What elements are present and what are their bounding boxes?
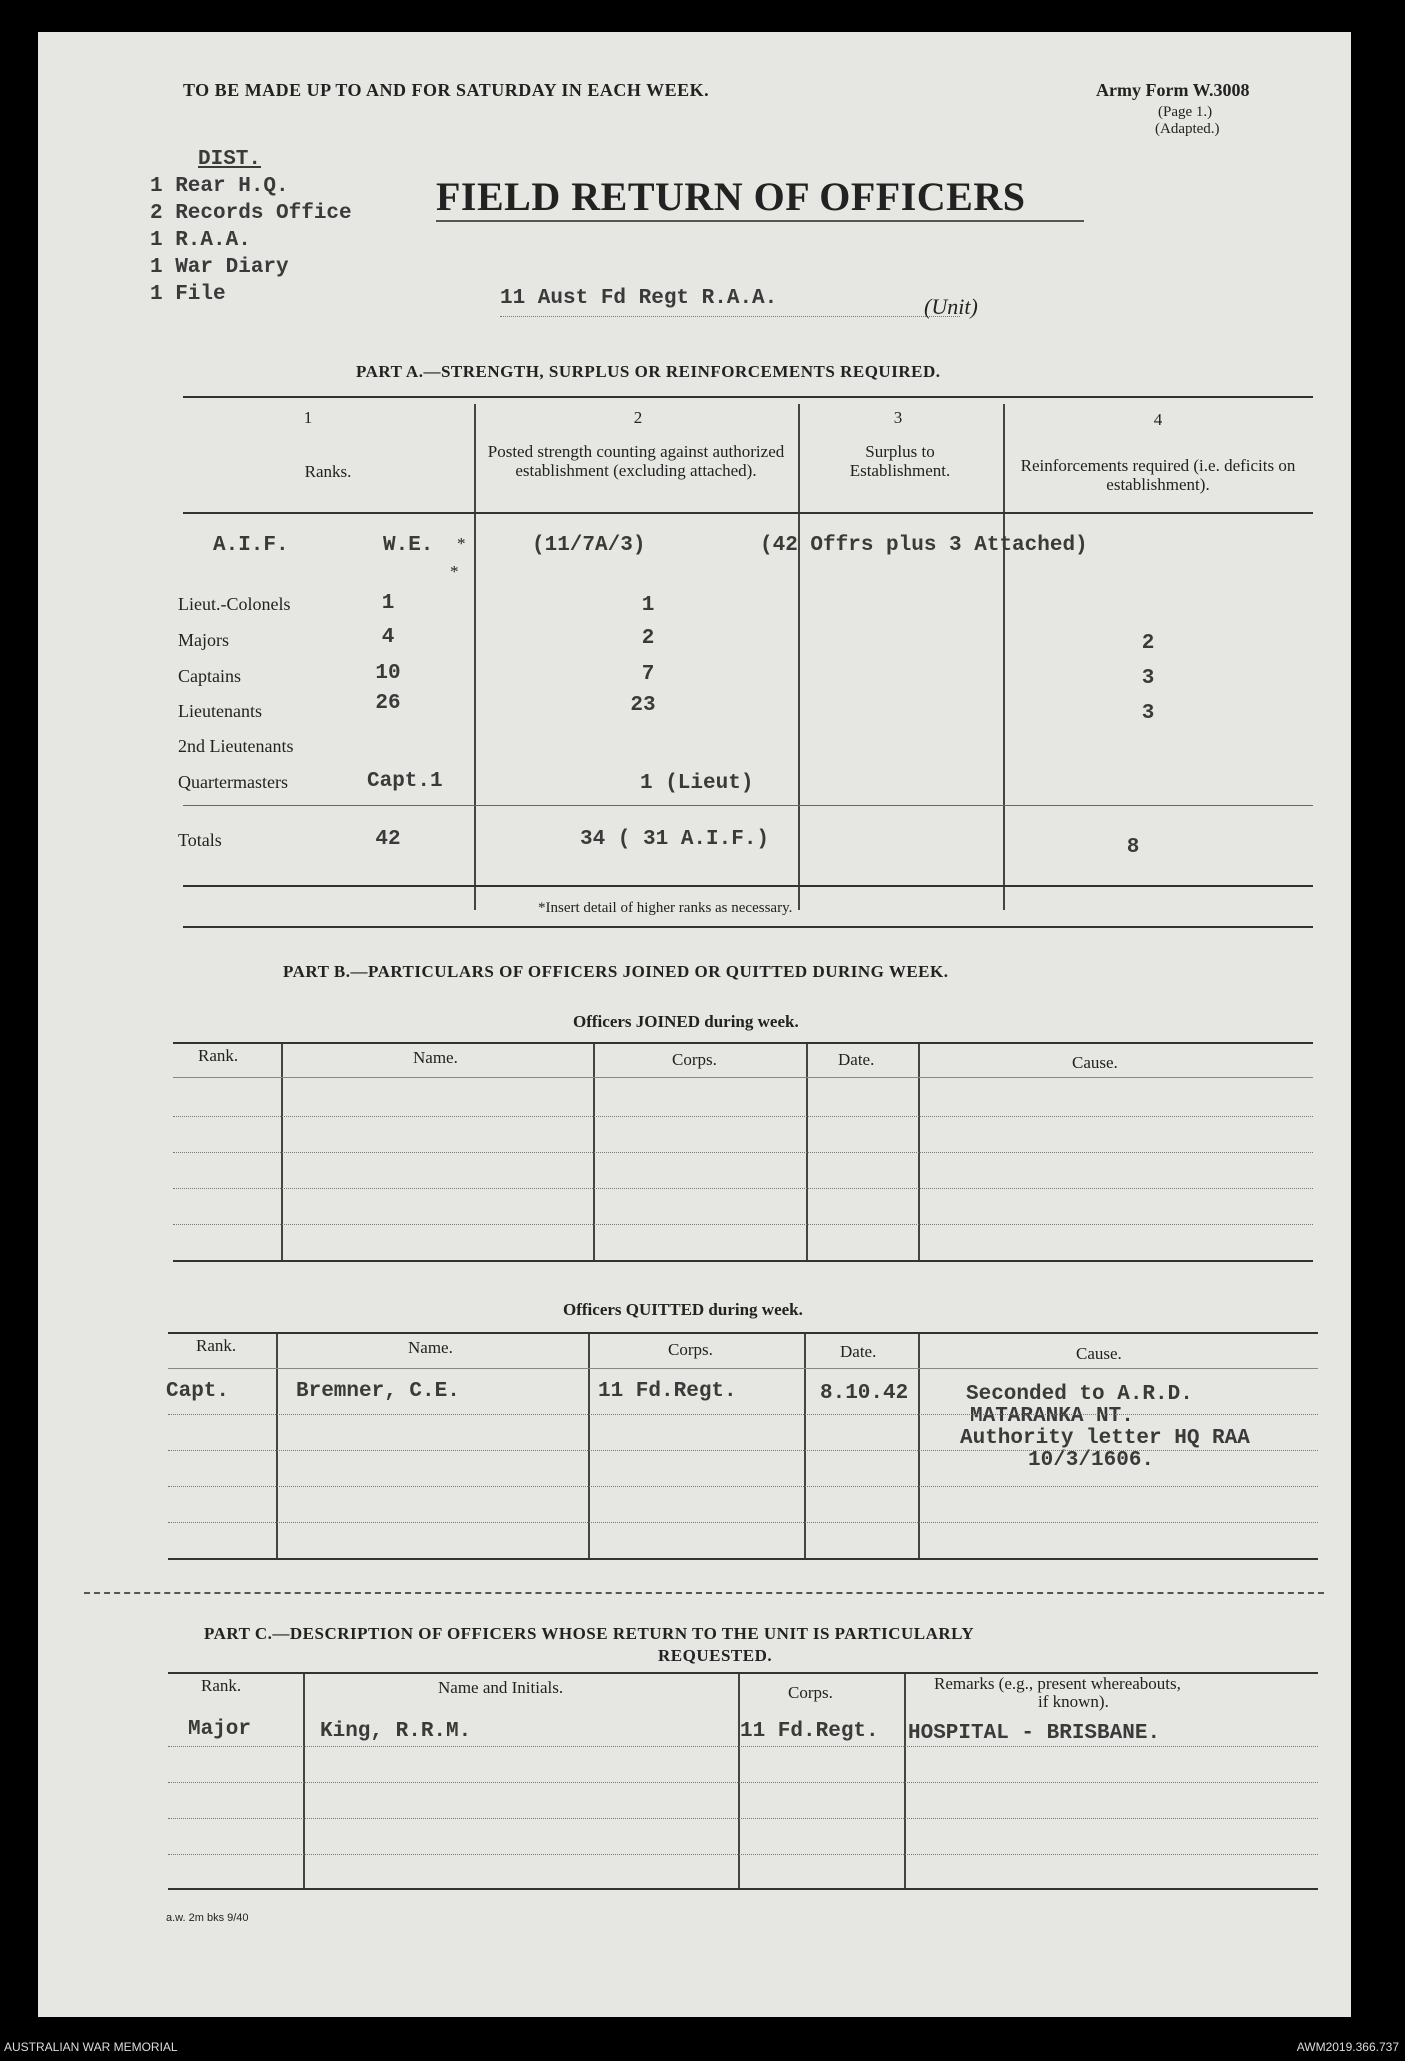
we-label: W.E. (383, 534, 434, 557)
establishment-note: (42 Offrs plus 3 Attached) (760, 534, 1088, 557)
part-c-col-divider (904, 1674, 906, 1888)
part-b-title: PART B.—PARTICULARS OF OFFICERS JOINED OR QUITTED DURING WEEK. (283, 962, 949, 981)
quitted-col-name: Name. (408, 1338, 453, 1357)
posted-value: 1 (Lieut) (640, 772, 754, 795)
part-a-title: PART A.—STRENGTH, SURPLUS OR REINFORCEMENTS REQUIRED. (356, 362, 941, 381)
quitted-cause (960, 1383, 1250, 1472)
quitted-row-line (168, 1522, 1318, 1523)
page-title: FIELD RETURN OF OFFICERS (436, 174, 1026, 219)
rank-label: Majors (178, 630, 229, 650)
joined-header-rule (173, 1077, 1313, 1078)
quitted-row-line (168, 1486, 1318, 1487)
quitted-bottom-rule (168, 1558, 1318, 1560)
quitted-title: Officers QUITTED during week. (563, 1300, 803, 1319)
part-c-col-name: Name and Initials. (438, 1678, 564, 1697)
joined-bottom-rule (173, 1260, 1313, 1262)
distribution-item: 2 Records Office (150, 202, 352, 225)
joined-row-line (173, 1152, 1313, 1153)
est-value: 4 (381, 626, 395, 649)
cause-line: Seconded to A.R.D. (966, 1383, 1193, 1406)
part-c-name: King, R.R.M. (320, 1720, 472, 1743)
part-a-bottom-rule (183, 885, 1313, 887)
quitted-date: 8.10.42 (820, 1382, 909, 1405)
part-c-col-rank: Rank. (201, 1676, 242, 1695)
rank-label: Lieutenants (178, 701, 262, 721)
posted-value: 1 (641, 594, 655, 617)
posted-value: 2 (641, 627, 655, 650)
part-c-bottom-rule (168, 1888, 1318, 1890)
page-number: (Page 1.) (1158, 104, 1213, 120)
archive-credit: AUSTRALIAN WAR MEMORIAL (4, 2040, 178, 2054)
part-c-title: PART C.—DESCRIPTION OF OFFICERS WHOSE RETURN TO THE UNIT IS PARTICULARLY (204, 1624, 975, 1643)
totals-rule (183, 805, 1313, 806)
joined-row-line (173, 1116, 1313, 1117)
est-value: 1 (381, 592, 395, 615)
title-underline (436, 220, 1084, 222)
reinf-value: 3 (1141, 667, 1155, 690)
distribution-label: DIST. (198, 148, 262, 171)
distribution-item: 1 File (150, 283, 226, 306)
col-number-3: 3 (893, 408, 903, 427)
est-value: Capt.1 (367, 770, 443, 793)
quitted-col-date: Date. (840, 1342, 877, 1361)
unit-label: (Unit) (924, 294, 978, 319)
joined-col-rank: Rank. (198, 1046, 239, 1065)
part-c-row-line (168, 1782, 1318, 1783)
adapted-label: (Adapted.) (1155, 121, 1220, 137)
part-c-title-cont: REQUESTED. (658, 1646, 773, 1665)
totals-label: Totals (178, 830, 222, 850)
quitted-corps: 11 Fd.Regt. (598, 1380, 737, 1403)
col-divider-3 (1003, 404, 1005, 910)
part-c-rank: Major (188, 1718, 252, 1741)
col-number-1: 1 (303, 408, 313, 427)
distribution-item: 1 R.A.A. (150, 229, 251, 252)
part-c-col-corps: Corps. (788, 1683, 833, 1702)
joined-row-line (173, 1224, 1313, 1225)
totals-est: 42 (375, 828, 401, 851)
joined-row-line (173, 1188, 1313, 1189)
we-footnote-mark: * (457, 534, 466, 553)
est-value: 26 (375, 692, 401, 715)
part-c-col-remarks: Remarks (e.g., present whereabouts, (934, 1674, 1181, 1693)
quitted-rank: Capt. (166, 1380, 230, 1403)
distribution-item: 1 War Diary (150, 256, 289, 279)
col-header-surplus: Surplus to Establishment. (849, 442, 951, 480)
quitted-top-rule (168, 1332, 1318, 1334)
cause-line: Authority letter HQ RAA (960, 1427, 1250, 1450)
col-number-4: 4 (1153, 410, 1163, 429)
higher-ranks-footnote-mark: * (450, 562, 459, 581)
part-a-footnote: *Insert detail of higher ranks as necessary. (538, 900, 793, 916)
part-c-row-line (168, 1746, 1318, 1747)
rank-label: Lieut.-Colonels (178, 594, 291, 614)
unit-dotted-line (500, 316, 960, 317)
totals-reinf: 8 (1126, 836, 1140, 859)
archive-accession-number: AWM2019.366.737 (1296, 2040, 1399, 2054)
quitted-name: Bremner, C.E. (296, 1380, 460, 1403)
est-value: 10 (375, 662, 401, 685)
part-c-remarks: HOSPITAL - BRISBANE. (908, 1722, 1161, 1745)
aif-label: A.I.F. (213, 534, 289, 557)
reinf-value: 2 (1141, 632, 1155, 655)
part-b-top-rule (183, 926, 1313, 928)
form-number: Army Form W.3008 (1096, 80, 1250, 100)
reinf-value: 3 (1141, 702, 1155, 725)
part-a-header-rule (183, 512, 1313, 514)
cause-line: 10/3/1606. (1028, 1449, 1155, 1472)
col-divider-2 (798, 404, 800, 910)
joined-col-cause: Cause. (1072, 1053, 1118, 1072)
part-c-row-line (168, 1818, 1318, 1819)
col-header-ranks: Ranks. (304, 462, 352, 481)
col-header-posted: Posted strength counting against authorized establishment (excluding attached). (487, 442, 785, 480)
posted-value: 7 (641, 663, 655, 686)
part-c-col-remarks-cont: if known). (1038, 1692, 1109, 1711)
part-c-col-divider (738, 1674, 740, 1888)
part-c-col-divider (303, 1674, 305, 1888)
posted-value: 23 (630, 694, 656, 717)
instruction-text: TO BE MADE UP TO AND FOR SATURDAY IN EACH WEEK. (183, 80, 710, 100)
col-divider-1 (474, 404, 476, 910)
quitted-row-line (168, 1450, 1318, 1451)
joined-col-corps: Corps. (672, 1050, 717, 1069)
joined-col-name: Name. (413, 1048, 458, 1067)
form-sheet (38, 32, 1351, 2017)
establishment-ref: (11/7A/3) (532, 534, 646, 557)
part-a-top-rule (183, 396, 1313, 398)
distribution-item: 1 Rear H.Q. (150, 175, 289, 198)
section-separator (84, 1592, 1324, 1594)
totals-posted: 34 ( 31 A.I.F.) (580, 828, 770, 851)
rank-label: Quartermasters (178, 772, 288, 792)
quitted-header-rule (168, 1368, 1318, 1369)
joined-top-rule (173, 1042, 1313, 1044)
rank-label: 2nd Lieutenants (178, 736, 294, 756)
quitted-col-rank: Rank. (196, 1336, 237, 1355)
col-number-2: 2 (633, 408, 643, 427)
col-header-reinforcements: Reinforcements required (i.e. deficits on establishment). (1020, 456, 1296, 494)
quitted-col-corps: Corps. (668, 1340, 713, 1359)
quitted-row-line (168, 1414, 1318, 1415)
joined-col-date: Date. (838, 1050, 875, 1069)
part-c-row-line (168, 1854, 1318, 1855)
unit-value: 11 Aust Fd Regt R.A.A. (500, 287, 778, 310)
print-code: a.w. 2m bks 9/40 (166, 1912, 249, 1924)
quitted-col-cause: Cause. (1076, 1344, 1122, 1363)
rank-label: Captains (178, 666, 241, 686)
part-c-corps: 11 Fd.Regt. (740, 1720, 879, 1743)
cause-line: MATARANKA NT. (970, 1405, 1134, 1428)
joined-title: Officers JOINED during week. (573, 1012, 799, 1031)
distribution-block (150, 146, 352, 308)
